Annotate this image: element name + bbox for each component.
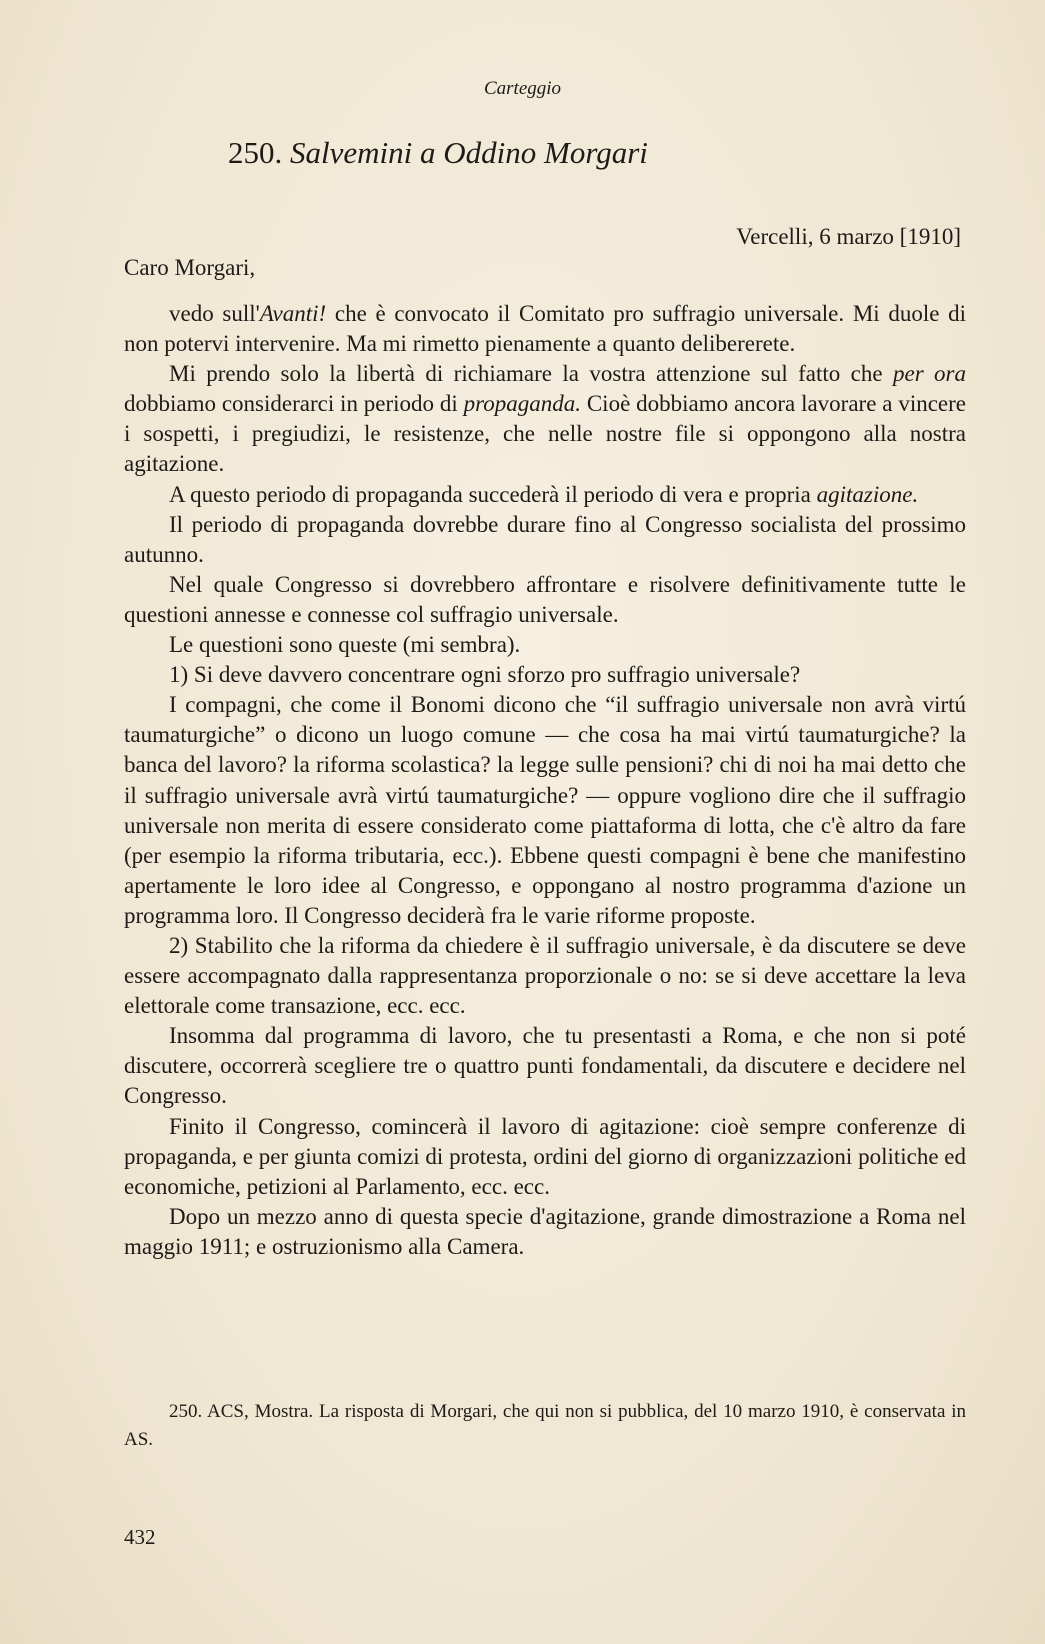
body-paragraph bbox=[124, 299, 966, 359]
body-paragraph bbox=[124, 931, 966, 1021]
letter-title bbox=[228, 135, 648, 171]
text-run: Nel quale Congresso si dovrebbero affrontare e risolvere definitivamente tutte le questioni annesse e connesse col suffragio universale. bbox=[124, 571, 966, 627]
text-run: A questo periodo di propaganda succederà il periodo di vera e propria bbox=[169, 481, 817, 507]
letter-number: 250. bbox=[228, 135, 283, 170]
text-run: Le questioni sono queste (mi sembra). bbox=[169, 632, 521, 658]
body-paragraph bbox=[124, 359, 966, 479]
text-run: Cioè dobbiamo ancora lavorare a vincere i sospetti, i pregiudizi, le resistenze, che nelle nostre file si oppongono alla nostra agitazione. bbox=[124, 391, 966, 477]
letter-salutation: Caro Morgari, bbox=[124, 255, 256, 280]
body-paragraph bbox=[124, 630, 966, 660]
text-run: che è convocato il Comitato pro suffragio universale. Mi duole di non potervi intervenire. Ma mi rimetto pienamente a quanto delibererete. bbox=[124, 301, 966, 357]
text-run: Il periodo di propaganda dovrebbe durare fino al Congresso socialista del prossimo autunno. bbox=[124, 511, 966, 567]
body-paragraph bbox=[124, 660, 966, 690]
body-paragraph bbox=[124, 1021, 966, 1111]
letter-title-text: Salvemini a Oddino Morgari bbox=[290, 135, 648, 170]
text-run: Insomma dal programma di lavoro, che tu presentasti a Roma, e che non si poté discutere, occorrerà scegliere tre o quattro punti fondamentali, da discutere e decidere nel Congresso. bbox=[124, 1023, 966, 1109]
italic-phrase: per ora bbox=[892, 361, 966, 387]
running-head: Carteggio bbox=[483, 78, 562, 99]
italic-phrase: Avanti! bbox=[259, 301, 327, 326]
body-paragraph bbox=[124, 510, 966, 570]
text-run: 1) Si deve davvero concentrare ogni sforzo pro suffragio universale? bbox=[169, 662, 801, 688]
page-number: 432 bbox=[124, 1525, 156, 1549]
text-run: Mi prendo solo la libertà di richiamare la vostra attenzione sul fatto che bbox=[169, 361, 893, 387]
body-paragraph bbox=[124, 480, 966, 510]
text-run: 2) Stabilito che la riforma da chiedere è il suffragio universale, è da discutere se deve essere accompagnato dalla rappresentanza proporzionale o no: se si deve accettare la leva elettorale come transazione, ecc. ecc. bbox=[124, 932, 966, 1019]
letter-body bbox=[124, 299, 966, 1262]
footnote: 250. ACS, Mostra. La risposta di Morgari, che qui non si pubblica, del 10 marzo 1910, è conservata in AS. bbox=[124, 1401, 966, 1450]
text-run: Dopo un mezzo anno di questa specie d'agitazione, grande dimostrazione a Roma nel maggio 1911; e ostruzionismo alla Camera. bbox=[124, 1203, 966, 1259]
body-paragraph bbox=[124, 690, 966, 931]
italic-phrase: propaganda. bbox=[463, 391, 581, 417]
text-run: Finito il Congresso, comincerà il lavoro di agitazione: cioè sempre conferenze di propaganda, e per giunta comizi di protesta, ordini del giorno di organizzazioni politiche ed economiche, petizioni al Parlamento, ecc. ecc. bbox=[124, 1113, 967, 1199]
body-paragraph bbox=[124, 1202, 966, 1262]
body-paragraph bbox=[124, 1112, 966, 1202]
text-run: I compagni, che come il Bonomi dicono che “il suffragio universale non avrà virtú taumaturgiche” o dicono un luogo comune — che cosa ha mai virtú taumaturgiche? la banca del lavoro? la riforma scolastica? la legge sulle pensioni? chi di noi ha mai detto che il suffragio universale avrà virtú taumaturgiche? — oppure vogliono dire che il suffragio universale non merita di essere considerato come piattaforma di lotta, che c'è altro da fare (per esempio la riforma tributaria, ecc.). Ebbene questi compagni è bene che manifestino apertamente le loro idee al Congresso, e oppongano al nostro programma d'azione un programma loro. Il Congresso deciderà fra le varie riforme proposte. bbox=[124, 692, 966, 928]
text-run: dobbiamo considerarci in periodo di bbox=[124, 391, 464, 417]
body-paragraph bbox=[124, 570, 966, 630]
text-run: vedo sull' bbox=[169, 301, 260, 326]
italic-phrase: agitazione. bbox=[816, 481, 919, 507]
letter-dateline: Vercelli, 6 marzo [1910] bbox=[736, 224, 961, 249]
